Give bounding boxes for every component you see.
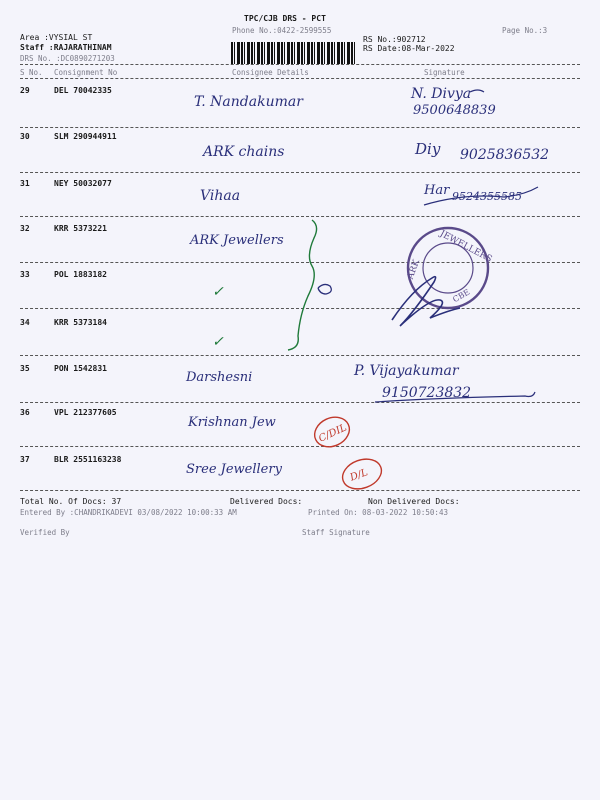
row-consignee-handwriting: ARK Jewellers bbox=[190, 233, 284, 248]
row-sno: 32 bbox=[20, 224, 30, 233]
row-consignee-handwriting: Vihaa bbox=[200, 188, 241, 204]
column-header-signature: Signature bbox=[424, 68, 465, 77]
signature-stroke bbox=[424, 187, 538, 205]
row-consignment: PON 1542831 bbox=[54, 364, 107, 373]
delivered-stamp bbox=[338, 454, 385, 494]
row-consignee-handwriting: Krishnan Jew bbox=[188, 415, 276, 430]
row-sno: 31 bbox=[20, 179, 30, 188]
row-sno: 36 bbox=[20, 408, 30, 417]
non-delivered-docs: Non Delivered Docs: bbox=[368, 497, 460, 506]
row-consignment: KRR 5373221 bbox=[54, 224, 107, 233]
row-signature-handwriting: N. Divya bbox=[411, 86, 472, 102]
area-value: VYSIAL ST bbox=[48, 33, 93, 42]
row-consignment: BLR 2551163238 bbox=[54, 455, 122, 464]
document-title: TPC/CJB DRS - PCT bbox=[244, 14, 326, 23]
area-label: Area : bbox=[20, 33, 49, 42]
row-sno: 30 bbox=[20, 132, 30, 141]
column-header-consignee: Consignee Details bbox=[232, 68, 309, 77]
row-signature-handwriting: Har bbox=[424, 183, 450, 198]
row-signature-handwriting: P. Vijayakumar bbox=[354, 363, 459, 379]
column-header-sno: S No. bbox=[20, 68, 43, 77]
row-phone-handwriting: 9524355585 bbox=[452, 190, 522, 203]
delivered-docs: Delivered Docs: bbox=[230, 497, 303, 506]
brace-mark bbox=[288, 220, 317, 350]
drs-value: DC0890271203 bbox=[60, 54, 115, 63]
row-sno: 33 bbox=[20, 270, 30, 279]
company-seal bbox=[406, 228, 494, 308]
verified-by: Verified By bbox=[20, 528, 70, 537]
row-consignee-checkmark: ✓ bbox=[212, 334, 224, 350]
staff-signature: Staff Signature bbox=[302, 528, 370, 537]
printed-on: Printed On: 08-03-2022 10:50:43 bbox=[308, 508, 448, 517]
row-consignee-handwriting: Darshesni bbox=[186, 370, 253, 385]
seal-text-side: ARK bbox=[405, 258, 423, 281]
column-header-consignment: Consignment No bbox=[54, 68, 118, 77]
row-phone-handwriting: 9500648839 bbox=[413, 103, 496, 118]
delivered-stamp bbox=[310, 412, 354, 453]
seal-text-center: CBE bbox=[451, 287, 472, 305]
signature-stroke bbox=[470, 90, 484, 92]
row-consignee-handwriting: T. Nandakumar bbox=[194, 94, 303, 110]
row-consignment: DEL 70042335 bbox=[54, 86, 112, 95]
staff-label: Staff : bbox=[20, 43, 54, 52]
initial-mark bbox=[318, 284, 331, 294]
row-consignment: NEY 50032077 bbox=[54, 179, 112, 188]
row-consignee-checkmark: ✓ bbox=[212, 284, 224, 300]
phone-number: Phone No.:0422-2599555 bbox=[232, 26, 332, 35]
entered-by: Entered By :CHANDRIKADEVI 03/08/2022 10:00:33 AM bbox=[20, 508, 237, 517]
page-number: Page No.:3 bbox=[502, 26, 548, 35]
rs-number: RS No.:902712 bbox=[363, 35, 426, 44]
seal-text-top: JEWELLERS bbox=[438, 228, 494, 265]
signature-stroke bbox=[375, 392, 535, 402]
row-sno: 37 bbox=[20, 455, 30, 464]
total-docs: Total No. Of Docs: 37 bbox=[20, 497, 122, 506]
row-consignee-handwriting: ARK chains bbox=[203, 144, 285, 160]
row-delivered-stamp-text: D/L bbox=[348, 467, 370, 484]
rs-date: RS Date:08-Mar-2022 bbox=[363, 44, 455, 53]
row-sno: 29 bbox=[20, 86, 30, 95]
row-consignment: SLM 290944911 bbox=[54, 132, 117, 141]
row-consignment: POL 1883182 bbox=[54, 270, 107, 279]
row-sno: 34 bbox=[20, 318, 30, 327]
row-consignee-handwriting: Sree Jewellery bbox=[186, 462, 282, 477]
row-consignment: KRR 5373184 bbox=[54, 318, 107, 327]
row-delivered-stamp-text: C/DIL bbox=[317, 422, 349, 445]
row-sno: 35 bbox=[20, 364, 30, 373]
row-signature-handwriting: Diy bbox=[415, 140, 441, 158]
row-phone-handwriting: 9150723832 bbox=[382, 385, 472, 401]
staff-value: RAJARATHINAM bbox=[53, 43, 112, 52]
drs-label: DRS No. : bbox=[20, 54, 61, 63]
row-phone-handwriting: 9025836532 bbox=[460, 147, 550, 163]
row-consignment: VPL 212377605 bbox=[54, 408, 117, 417]
